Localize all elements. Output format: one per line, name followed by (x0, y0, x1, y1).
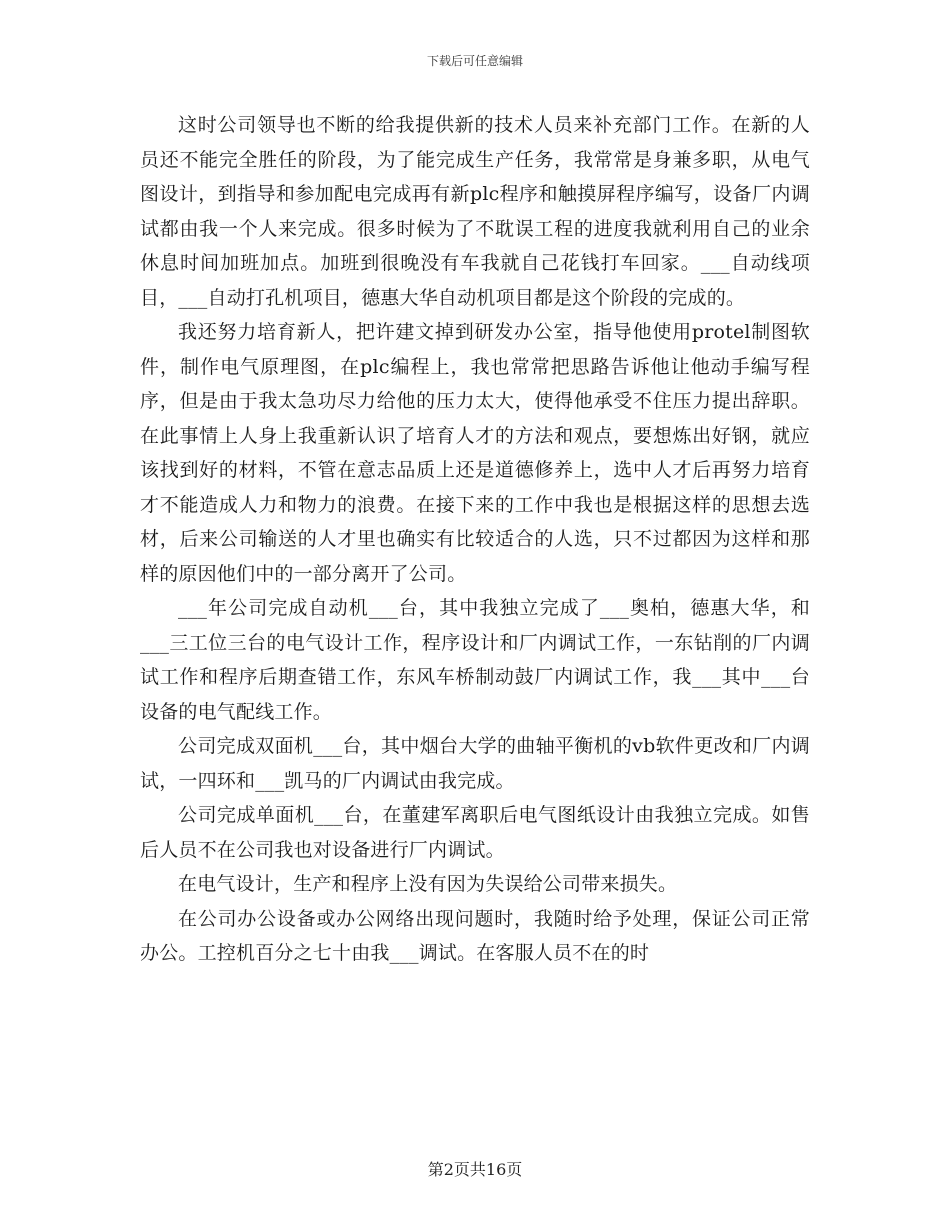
paragraph: 公司完成双面机___台，其中烟台大学的曲轴平衡机的vb软件更改和厂内调试，一四环和___凯马的厂内调试由我完成。 (140, 735, 810, 792)
page-number-footer: 第2页共16页 (427, 1160, 523, 1179)
document-body (140, 108, 810, 971)
paragraph: 我还努力培育新人，把许建文掉到研发办公室，指导他使用protel制图软件，制作电气原理图，在plc编程上，我也常常把思路告诉他让他动手编写程序，但是由于我太急功尽力给他的压力太大，使得他承受不住压力提出辞职。在此事情上人身上我重新认识了培育人才的方法和观点，要想炼出好钢，就应该找到好的材料，不管在意志品质上还是道德修养上，选中人才后再努力培育才不能造成人力和物力的浪费。在接下来的工作中我也是根据这样的思想去选材，后来公司输送的人才里也确实有比较适合的人选，只不过都因为这样和那样的原因他们中的一部分离开了公司。 (140, 321, 810, 585)
page-header: 下载后可任意编辑 (426, 54, 523, 68)
paragraph: 在电气设计，生产和程序上没有因为失误给公司带来损失。 (178, 873, 678, 895)
paragraph: ___年公司完成自动机___台，其中我独立完成了___奥柏，德惠大华，和___三工位三台的电气设计工作，程序设计和厂内调试工作，一东钻削的厂内调试工作和程序后期查错工作，东风车桥制动鼓厂内调试工作，我___其中___台设备的电气配线工作。 (140, 597, 810, 723)
paragraph: 公司完成单面机___台，在董建军离职后电气图纸设计由我独立完成。如售后人员不在公司我也对设备进行厂内调试。 (140, 804, 810, 861)
paragraph: 这时公司领导也不断的给我提供新的技术人员来补充部门工作。在新的人员还不能完全胜任的阶段，为了能完成生产任务，我常常是身兼多职，从电气图设计，到指导和参加配电完成再有新plc程序和触摸屏程序编写，设备厂内调试都由我一个人来完成。很多时候为了不耽误工程的进度我就利用自己的业余休息时间加班加点。加班到很晚没有车我就自己花钱打车回家。___自动线项目，___自动打孔机项目，德惠大华自动机项目都是这个阶段的完成的。 (140, 114, 810, 309)
paragraph: 在公司办公设备或办公网络出现问题时，我随时给予处理，保证公司正常办公。工控机百分之七十由我___调试。在客服人员不在的时 (140, 907, 810, 964)
